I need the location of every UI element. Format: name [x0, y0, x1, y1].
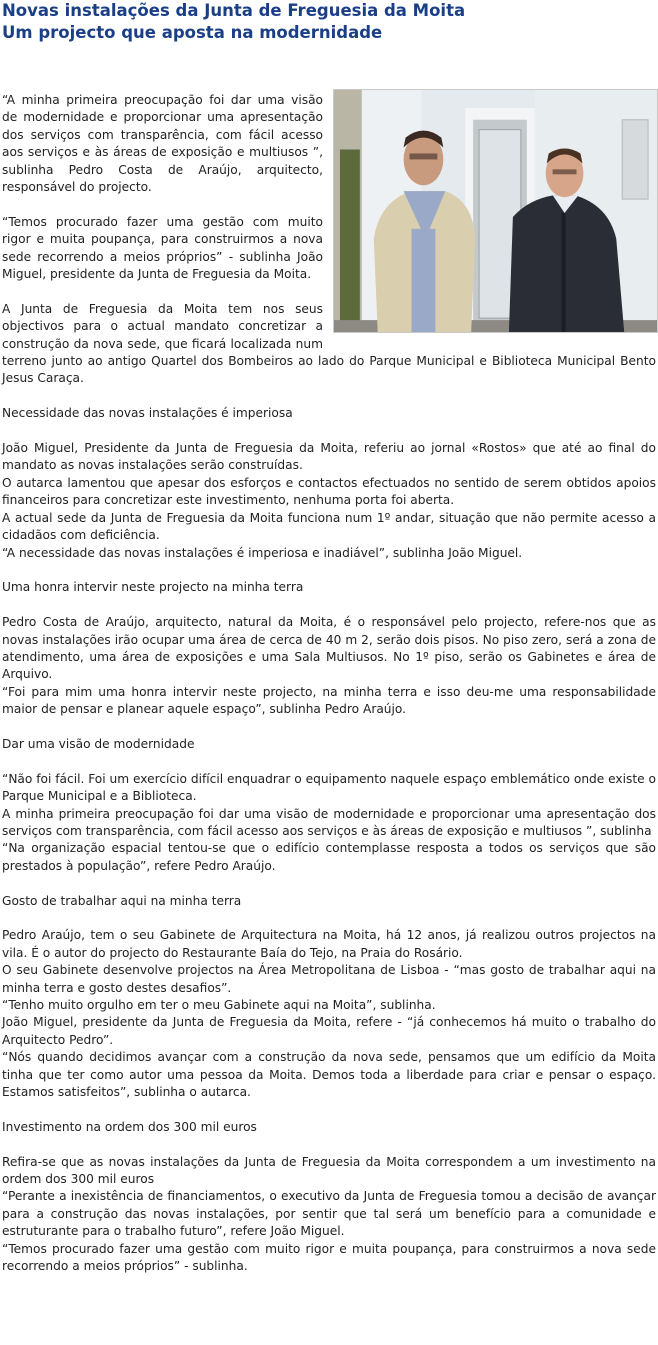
- article-title: Novas instalações da Junta de Freguesia da Moita: [2, 1, 466, 20]
- section-heading-text: Dar uma visão de modernidade: [2, 736, 195, 751]
- paragraph-line: “Nós quando decidimos avançar com a construção da nova sede, pensamos que um edifício da Moita tinha que ter como autor uma pessoa da Moita. Demos toda a liberdade para criar e pensar o espaço. Estamos satisfeitos”, sublinha o autarca.: [2, 1050, 656, 1099]
- paragraph-line: A actual sede da Junta de Freguesia da Moita funciona num 1º andar, situação que não permite acesso a cidadãos com deficiência.: [2, 510, 656, 543]
- section-heading-gosto: [2, 893, 656, 910]
- section-heading-modernidade: [2, 736, 656, 753]
- paragraph-8: [2, 1154, 656, 1276]
- paragraph-line: “Tenho muito orgulho em ter o meu Gabinete aqui na Moita”, sublinha.: [2, 997, 436, 1012]
- paragraph-line: “A necessidade das novas instalações é imperiosa e inadiável”, sublinha João Miguel.: [2, 545, 523, 560]
- paragraph-line: O seu Gabinete desenvolve projectos na Área Metropolitana de Lisboa - “mas gosto de trabalhar aqui na minha terra e gosto destes desafios”.: [2, 963, 656, 995]
- paragraph-line: Pedro Costa de Araújo, arquitecto, natural da Moita, é o responsável pelo projecto, refere-nos que as novas instalações irão ocupar uma área de cerca de 40 m 2, serão dois pisos. No piso zero, será a zona de atendimento, uma área de exposições e uma Sala Multiusos. No 1º piso, serão os Gabinetes e área de Arquivo.: [2, 615, 656, 682]
- paragraph-line: João Miguel, presidente da Junta de Freguesia da Moita, refere - “já conhecemos há muito o trabalho do Arquitecto Pedro”.: [2, 1015, 656, 1047]
- paragraph-line: “Temos procurado fazer uma gestão com muito rigor e muita poupança, para construirmos a nova sede recorrendo a meios próprios” - sublinha João Miguel, presidente da Junta de Freguesia da Moita.: [2, 214, 323, 282]
- article-body: [2, 92, 656, 1275]
- section-heading-necessidade: [2, 405, 656, 422]
- paragraph-4: [2, 440, 656, 562]
- article-subtitle: Um projecto que aposta na modernidade: [2, 23, 383, 42]
- paragraph-line: “Perante a inexistência de financiamentos, o executivo da Junta de Freguesia tomou a decisão de avançar para a construção das novas instalações, por sentir que tal será um benefício para a comunidade e estruturante para o trabalho futuro”, refere João Miguel.: [2, 1189, 656, 1239]
- paragraph-5: [2, 614, 656, 718]
- section-heading-honra: [2, 579, 656, 596]
- paragraph-line: “Foi para mim uma honra intervir neste projecto, na minha terra e isso deu-me uma responsabilidade maior de pensar e planear aquele espaço”, sublinha Pedro Araújo.: [2, 684, 656, 717]
- paragraph-line: “Temos procurado fazer uma gestão com muito rigor e muita poupança, para construirmos a nova sede recorrendo a meios próprios” - sublinha.: [2, 1241, 656, 1274]
- photo-illustration: [334, 90, 657, 332]
- paragraph-line: “A minha primeira preocupação foi dar uma visão de modernidade e proporcionar uma apresentação dos serviços com transparência, com fácil acesso aos serviços e às áreas de exposição e multiusos ”, sublinha Pedro Costa de Araújo, arquitecto, responsável do projecto.: [2, 93, 323, 195]
- section-heading-text: Necessidade das novas instalações é imperiosa: [2, 406, 293, 421]
- paragraph-line: “Na organização espacial tentou-se que o edifício contemplasse resposta a todos os serviços que são prestados à população”, refere Pedro Araújo.: [2, 841, 656, 873]
- paragraph-line: A Junta de Freguesia da Moita tem nos seus objectivos para o actual mandato concretizar a construção da nova sede, que ficará localizada num terreno junto ao antigo Quartel dos Bombeiros ao lado do Parque Municipal e Biblioteca Municipal Bento Jesus Caraça.: [2, 301, 656, 386]
- section-heading-text: Investimento na ordem dos 300 mil euros: [2, 1119, 257, 1134]
- paragraph-line: “Não foi fácil. Foi um exercício difícil enquadrar o equipamento naquele espaço emblemático onde existe o Parque Municipal e a Biblioteca.: [2, 771, 656, 804]
- paragraph-line: O autarca lamentou que apesar dos esforços e contactos efectuados no sentido de serem obtidos apoios financeiros para concretizar este investimento, nenhuma porta foi aberta.: [2, 475, 656, 508]
- section-heading-text: Gosto de trabalhar aqui na minha terra: [2, 893, 242, 908]
- paragraph-7: [2, 927, 656, 1101]
- article-photo: [333, 89, 658, 333]
- paragraph-6: [2, 771, 656, 875]
- paragraph-line: Refira-se que as novas instalações da Junta de Freguesia da Moita correspondem a um investimento na ordem dos 300 mil euros: [2, 1154, 656, 1186]
- section-heading-text: Uma honra intervir neste projecto na minha terra: [2, 580, 304, 595]
- paragraph-line: João Miguel, Presidente da Junta de Freguesia da Moita, referiu ao jornal «Rostos» que até ao final do mandato as novas instalações serão construídas.: [2, 441, 656, 473]
- section-heading-investimento: [2, 1119, 656, 1136]
- paragraph-line: A minha primeira preocupação foi dar uma visão de modernidade e proporcionar uma apresentação dos serviços com transparência, com fácil acesso aos serviços e às áreas de exposição e multiusos ”, sublinha: [2, 806, 656, 838]
- paragraph-line: Pedro Araújo, tem o seu Gabinete de Arquitectura na Moita, há 12 anos, já realizou outros projectos na vila. É o autor do projecto do Restaurante Baía do Tejo, na Praia do Rosário.: [2, 928, 656, 960]
